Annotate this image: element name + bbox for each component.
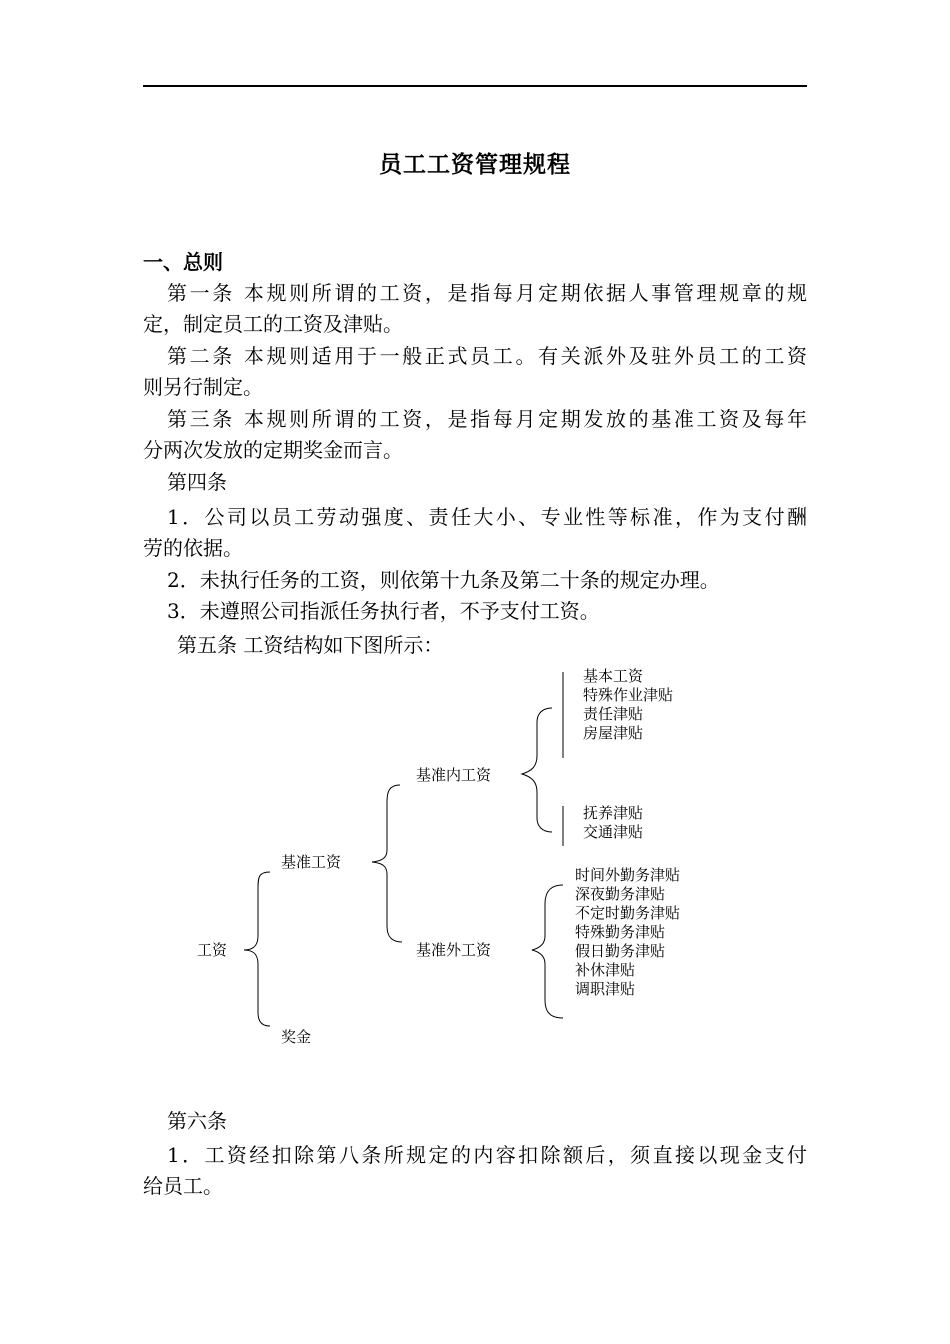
article-6-item-1-line-2: 给员工。 bbox=[143, 1174, 223, 1198]
article-4-item-3: 3．未遵照公司指派任务执行者，不予支付工资。 bbox=[167, 599, 600, 623]
diagram-leaf: 房屋津贴 bbox=[583, 724, 644, 742]
article-6-item-1-line-1: 1．工资经扣除第八条所规定的内容扣除额后，须直接以现金支付 bbox=[167, 1143, 807, 1167]
diagram-leaf: 调职津贴 bbox=[575, 980, 636, 998]
diagram-inner-group-1 bbox=[583, 667, 673, 743]
article-5-heading: 第五条 工资结构如下图所示： bbox=[177, 633, 444, 657]
diagram-inner-group-2 bbox=[583, 804, 643, 842]
article-3-line-1: 第三条 本规则所谓的工资，是指每月定期发放的基准工资及每年 bbox=[167, 407, 807, 431]
article-4-item-1-line-2: 劳的依据。 bbox=[143, 536, 243, 560]
document-title: 员工工资管理规程 bbox=[379, 152, 571, 178]
diagram-leaf: 特殊勤务津贴 bbox=[575, 923, 666, 941]
brace-outer bbox=[532, 885, 563, 1018]
article-1-line-2: 定，制定员工的工资及津贴。 bbox=[143, 312, 403, 336]
diagram-leaf: 特殊作业津贴 bbox=[583, 686, 674, 704]
diagram-leaf: 补休津贴 bbox=[575, 961, 636, 979]
diagram-leaf: 抚养津贴 bbox=[583, 804, 644, 822]
brace-root bbox=[244, 872, 270, 1026]
diagram-node-root: 工资 bbox=[197, 941, 228, 959]
article-2-line-1: 第二条 本规则适用于一般正式员工。有关派外及驻外员工的工资 bbox=[167, 344, 807, 368]
diagram-node-bonus: 奖金 bbox=[281, 1028, 312, 1046]
diagram-leaf: 时间外勤务津贴 bbox=[575, 866, 681, 884]
diagram-leaf: 不定时勤务津贴 bbox=[575, 904, 681, 922]
diagram-leaf: 深夜勤务津贴 bbox=[575, 885, 666, 903]
diagram-leaf: 基本工资 bbox=[583, 667, 644, 685]
brace-inner bbox=[522, 708, 552, 832]
diagram-node-outer: 基准外工资 bbox=[416, 941, 492, 959]
diagram-leaf: 责任津贴 bbox=[583, 705, 644, 723]
article-4-heading: 第四条 bbox=[167, 470, 227, 494]
diagram-node-base: 基准工资 bbox=[281, 853, 342, 871]
article-2-line-2: 则另行制定。 bbox=[143, 375, 263, 399]
article-4-item-1-line-1: 1．公司以员工劳动强度、责任大小、专业性等标准，作为支付酬 bbox=[167, 505, 807, 529]
article-1-line-1: 第一条 本规则所谓的工资，是指每月定期依据人事管理规章的规 bbox=[167, 281, 807, 305]
diagram-leaf: 交通津贴 bbox=[583, 823, 644, 841]
article-4-item-2: 2．未执行任务的工资，则依第十九条及第二十条的规定办理。 bbox=[167, 568, 720, 592]
article-6-heading: 第六条 bbox=[167, 1109, 227, 1133]
diagram-leaf: 假日勤务津贴 bbox=[575, 942, 666, 960]
diagram-node-inner: 基准内工资 bbox=[416, 766, 492, 784]
header-rule bbox=[143, 85, 807, 87]
diagram-outer-group bbox=[575, 866, 680, 999]
section-heading-general: 一、总则 bbox=[143, 250, 223, 274]
brace-base bbox=[372, 785, 402, 942]
article-3-line-2: 分两次发放的定期奖金而言。 bbox=[143, 438, 403, 462]
